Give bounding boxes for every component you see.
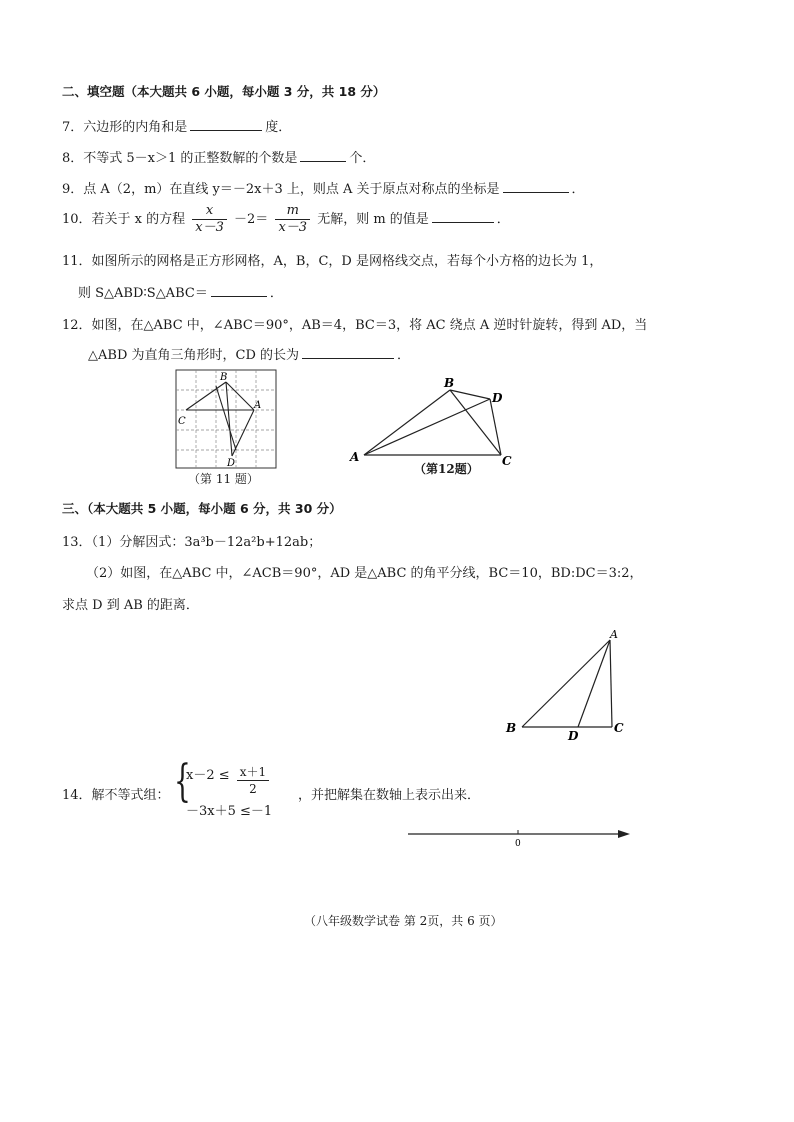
answer-blank-11[interactable] xyxy=(211,283,267,297)
figure-13-label-d: D xyxy=(568,729,579,742)
question-10-end: ． xyxy=(496,212,510,227)
question-8-text: 8．不等式 5－x＞1 的正整数解的个数是 xyxy=(62,151,298,166)
answer-blank-7[interactable] xyxy=(190,117,262,131)
answer-blank-10[interactable] xyxy=(432,209,494,223)
question-7-text: 7．六边形的内角和是 xyxy=(62,120,188,135)
figure-12-label-b: B xyxy=(444,376,455,390)
figure-12-triangles xyxy=(348,372,526,474)
question-8-unit: 个． xyxy=(349,151,376,166)
question-13-part-2-line-1: （2）如图，在△ABC 中，∠ACB＝90°，AD 是△ABC 的角平分线，BC＝10，BD:DC＝3:2， xyxy=(86,566,643,581)
left-brace-icon: { xyxy=(174,756,191,807)
question-13-part-1: 13．（1）分解因式：3a³b－12a²b+12ab； xyxy=(62,535,322,550)
inequality-system xyxy=(174,756,284,819)
question-14-prefix: 14．解不等式组： xyxy=(62,788,170,803)
figure-12-label-d: D xyxy=(492,391,503,405)
answer-blank-12[interactable] xyxy=(302,345,394,359)
question-10-equation-middle: －2＝ xyxy=(234,212,269,227)
figure-13-label-b: B xyxy=(506,721,517,735)
figure-13-label-a: A xyxy=(610,628,618,641)
figure-12-label-a: A xyxy=(350,450,360,464)
question-11-line-1: 11．如图所示的网格是正方形网格，A，B，C，D 是网格线交点，若每个小方格的边长为 1， xyxy=(62,254,603,269)
question-14-instruction: ，并把解集在数轴上表示出来． xyxy=(298,788,481,803)
question-10-text: 10．若关于 x 的方程 xyxy=(62,212,186,227)
figure-11-caption: （第 11 题） xyxy=(188,472,259,486)
figure-11-label-a: A xyxy=(254,400,262,411)
inequality-1 xyxy=(186,764,272,797)
figure-12-caption: （第12题） xyxy=(414,462,479,476)
arrow-right-icon xyxy=(618,830,630,838)
question-11-ratio-text: 则 S△ABD∶S△ABC＝ xyxy=(78,286,208,301)
answer-blank-8[interactable] xyxy=(300,148,346,162)
question-11-line-2 xyxy=(78,282,283,301)
question-9-text: 9．点 A（2，m）在直线 y＝－2x＋3 上，则点 A 关于原点对称点的坐标是 xyxy=(62,182,500,197)
question-8 xyxy=(62,147,375,166)
fraction-x-over-x-minus-3: $\frac{x}{x-3}$ xyxy=(192,203,227,236)
figure-11-label-c: C xyxy=(178,416,186,427)
section-heading-part-3: 三、（本大题共 5 小题，每小题 6 分，共 30 分） xyxy=(62,501,342,516)
figure-13-triangle xyxy=(500,626,630,742)
question-7 xyxy=(62,116,291,135)
question-13-part-2-line-2: 求点 D 到 AB 的距离． xyxy=(62,598,199,613)
figure-12-label-c: C xyxy=(502,454,512,468)
figure-11-label-b: B xyxy=(220,372,228,383)
inequality-1-fraction: $\frac{x+1}{2}$ xyxy=(237,764,269,797)
figure-11-label-d: D xyxy=(227,458,236,469)
inequality-2: －3x＋5 ≤－1 xyxy=(186,804,273,819)
question-9 xyxy=(62,178,585,197)
answer-blank-9[interactable] xyxy=(503,179,569,193)
question-12-end: ． xyxy=(397,348,411,363)
question-11-end: ． xyxy=(269,286,283,301)
question-10 xyxy=(62,203,510,236)
question-12-line-2 xyxy=(88,344,410,363)
question-9-end: ． xyxy=(571,182,585,197)
page-footer: （八年级数学试卷 第 2页，共 6 页） xyxy=(304,914,503,928)
figure-13-label-c: C xyxy=(614,721,624,735)
section-heading-fill-blank: 二、填空题（本大题共 6 小题，每小题 3 分，共 18 分） xyxy=(62,84,386,99)
number-line-origin-label: 0 xyxy=(515,839,521,849)
number-line[interactable] xyxy=(404,824,634,850)
question-12-text: △ABD 为直角三角形时，CD 的长为 xyxy=(88,348,299,363)
question-12-line-1: 12．如图，在△ABC 中，∠ABC＝90°，AB＝4，BC＝3，将 AC 绕点 A 逆时针旋转，得到 AD，当 xyxy=(62,318,648,333)
fraction-m-over-x-minus-3: $\frac{m}{x-3}$ xyxy=(275,203,310,236)
question-10-condition: 无解，则 m 的值是 xyxy=(317,212,429,227)
question-7-unit: 度． xyxy=(265,120,292,135)
inequality-1-left: x－2 ≤ xyxy=(186,768,230,783)
